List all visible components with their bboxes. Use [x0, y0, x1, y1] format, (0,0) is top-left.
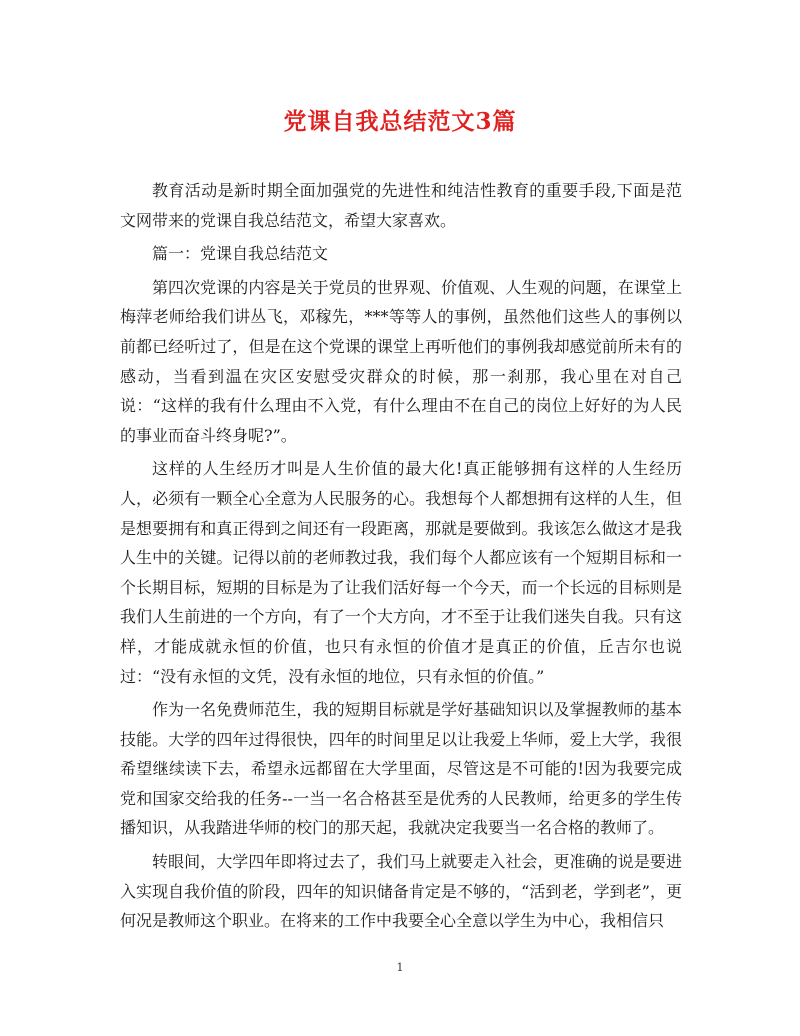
body-paragraph: 第四次党课的内容是关于党员的世界观、价值观、人生观的问题，在课堂上梅萍老师给我们讲丛飞，邓稼先，***等等人的事例，虽然他们这些人的事例以前都已经听过了，但是在这个党课的课堂上再听他们的事例我却感觉前所未有的感动，当看到温在灾区安慰受灾群众的时候，那一刹那，我心里在对自己说：“这样的我有什么理由不入党，有什么理由不在自己的岗位上好好的为人民的事业而奋斗终身呢?”。 — [120, 277, 682, 445]
document-body — [120, 176, 682, 940]
body-paragraph: 这样的人生经历才叫是人生价值的最大化!真正能够拥有这样的人生经历人，必须有一颗全心全意为人民服务的心。我想每个人都想拥有这样的人生，但是想要拥有和真正得到之间还有一段距离，那就是要做到。我该怎么做这才是我人生中的关键。记得以前的老师教过我，我们每个人都应该有一个短期目标和一个长期目标，短期的目标是为了让我们活好每一个今天，而一个长远的目标则是我们人生前进的一个方向，有了一个大方向，才不至于让我们迷失自我。只有这样，才能成就永恒的价值，也只有永恒的价值才是真正的价值，丘吉尔也说过：“没有永恒的文凭，没有永恒的地位，只有永恒的价值。” — [120, 459, 682, 686]
section-heading: 篇一：党课自我总结范文 — [152, 244, 329, 264]
body-paragraph: 转眼间，大学四年即将过去了，我们马上就要走入社会，更准确的说是要进入实现自我价值的阶段，四年的知识储备肯定是不够的，“活到老，学到老”，更何况是教师这个职业。在将来的工作中我要全心全意以学生为中心，我相信只 — [120, 852, 682, 931]
page-number: 1 — [396, 961, 404, 974]
body-paragraph: 作为一名免费师范生，我的短期目标就是学好基础知识以及掌握教师的基本技能。大学的四年过得很快，四年的时间里足以让我爱上华师，爱上大学，我很希望继续读下去，希望永远都留在大学里面，尽管这是不可能的!因为我要完成党和国家交给我的任务--一当一名合格甚至是优秀的人民教师，给更多的学生传播知识，从我踏进华师的校门的那天起，我就决定我要当一名合格的教师了。 — [120, 700, 682, 838]
intro-paragraph: 教育活动是新时期全面加强党的先进性和纯洁性教育的重要手段,下面是范文网带来的党课自我总结范文，希望大家喜欢。 — [120, 181, 682, 230]
document-title: 党课自我总结范文3篇 — [283, 108, 517, 135]
